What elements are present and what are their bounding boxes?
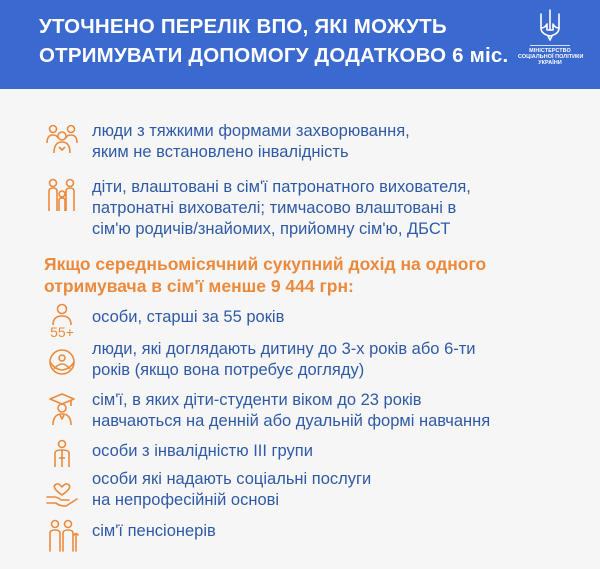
trident-icon [537, 8, 563, 42]
disability-icon [44, 439, 80, 475]
title-line-2: ОТРИМУВАТИ ДОПОМОГУ ДОДАТКОВО 6 міс. [39, 44, 509, 67]
helping-hands-icon [44, 473, 80, 509]
ministry-logo [518, 8, 582, 82]
item-text: діти, влаштовані в сім'ї патронатного вихователя, патронатні вихователі; тимчасово влаштовані в сім'ю родичів/знайомих, прийомну сім'ю, ДБСТ [92, 178, 471, 238]
page-title [39, 12, 509, 70]
item-text: сім'ї пенсіонерів [92, 522, 216, 540]
item-text: люди, які доглядають дитину до 3-х років або 6-ти років (якщо вона потребує догляду) [92, 340, 476, 379]
pensioners-icon [44, 517, 80, 553]
logo-text: МІНІСТЕРСТВО СОЦІАЛЬНОЇ ПОЛІТИКИ УКРАЇНИ [518, 48, 584, 67]
title-line-1: УТОЧНЕНО ПЕРЕЛІК ВПО, ЯКІ МОЖУТЬ [39, 15, 447, 38]
income-condition: Якщо середньомісячний сукупний дохід на одного отримувача в сім'ї менше 9 444 грн: [44, 254, 487, 296]
family-icon [44, 177, 80, 213]
item-text: особи які надають соціальні послуги на непрофесійній основі [92, 470, 372, 509]
graduate-icon [44, 391, 80, 427]
people-group-icon [44, 121, 80, 157]
header-banner [0, 0, 600, 89]
logo-divider [530, 45, 570, 46]
child-care-icon [44, 347, 80, 383]
item-text: люди з тяжкими формами захворювання, яким не встановлено інвалідність [92, 122, 410, 161]
age-badge: 55+ [50, 324, 74, 340]
item-text: особи, старші за 55 років [92, 308, 285, 326]
item-text: особи з інвалідністю ІІІ групи [92, 442, 313, 460]
item-text: сім'ї, в яких діти-студенти віком до 23 років навчаються на денній або дуальній формі навчання [92, 391, 491, 430]
elderly-person-icon [44, 303, 80, 339]
